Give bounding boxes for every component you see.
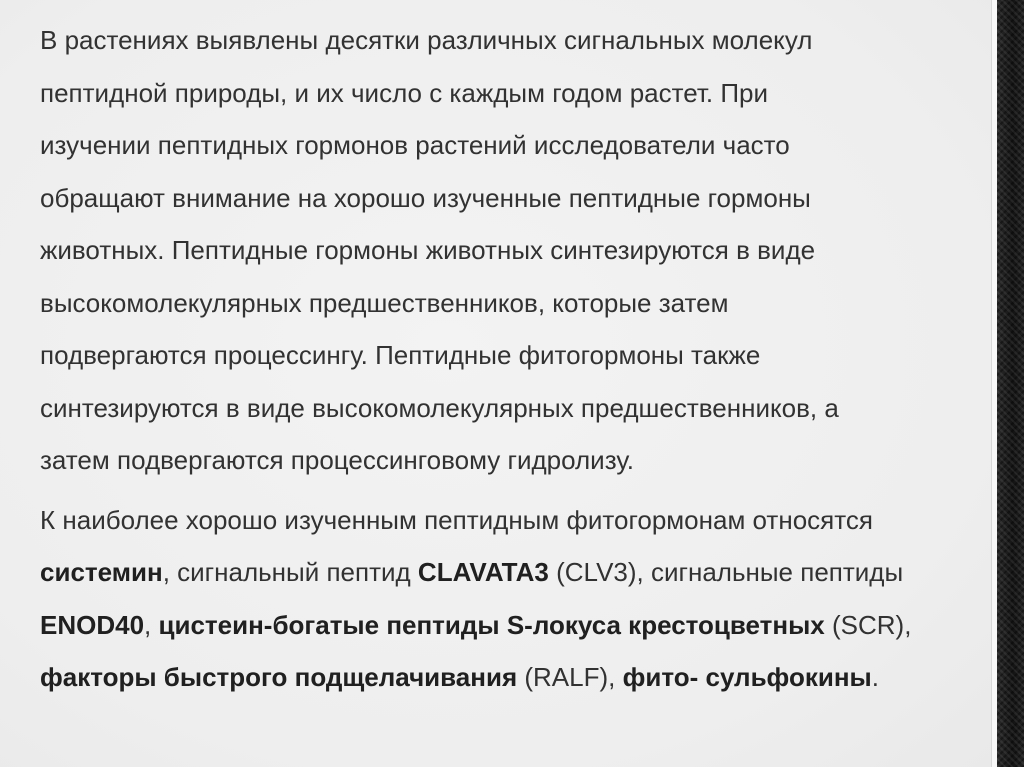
text-segment: (CLV3), сигнальные пептиды bbox=[548, 557, 904, 587]
paragraph-2-line-4 bbox=[40, 651, 985, 704]
paragraph-1-line-4: обращают внимание на хорошо изученные пептидные гормоны bbox=[40, 182, 811, 213]
paragraph-1-line-9: затем подвергаются процессинговому гидролизу. bbox=[40, 445, 634, 475]
bold-term-ralf: факторы быстрого подщелачивания bbox=[40, 662, 518, 692]
bold-term-clavata3: CLAVATA3 bbox=[417, 557, 549, 587]
paragraph-1-line-8: синтезируются в виде высокомолекулярных предшественников, а bbox=[40, 392, 839, 423]
text-segment: , сигнальный пептид bbox=[162, 557, 418, 587]
paragraph-1-line-1: В растениях выявлены десятки различных сигнальных молекул bbox=[40, 25, 813, 55]
paragraph-2-line-1 bbox=[40, 494, 985, 547]
text-segment: К наиболее хорошо изученным пептидным фитогормонам относятся bbox=[40, 504, 873, 535]
bold-term-phytosulfokines: фито- сульфокины bbox=[622, 662, 872, 692]
paragraph-1-line-3: изучении пептидных гормонов растений исследователи часто bbox=[40, 130, 790, 160]
slide-text-body bbox=[40, 14, 985, 704]
paragraph-2 bbox=[40, 494, 985, 704]
bold-term-systemin: системин bbox=[40, 557, 163, 587]
text-segment: . bbox=[871, 662, 879, 692]
text-segment: , bbox=[144, 609, 159, 640]
decorative-side-strip bbox=[997, 0, 1024, 767]
bold-term-enod40: ENOD40 bbox=[40, 609, 145, 640]
paragraph-1-line-5: животных. Пептидные гормоны животных синтезируются в виде bbox=[40, 235, 816, 265]
paragraph-2-line-3 bbox=[40, 599, 985, 652]
text-segment: (RALF), bbox=[517, 662, 623, 692]
text-segment: (SCR), bbox=[824, 609, 912, 640]
paragraph-1-line-7: подвергаются процессингу. Пептидные фитогормоны также bbox=[40, 340, 761, 370]
bold-term-scr-peptides: цистеин-богатые пептиды S-локуса крестоцветных bbox=[158, 609, 825, 640]
paragraph-1-line-6: высокомолекулярных предшественников, которые затем bbox=[40, 287, 729, 318]
paragraph-2-line-2 bbox=[40, 546, 985, 599]
paragraph-1 bbox=[40, 14, 985, 487]
paragraph-1-line-2: пептидной природы, и их число с каждым годом растет. При bbox=[40, 77, 768, 108]
